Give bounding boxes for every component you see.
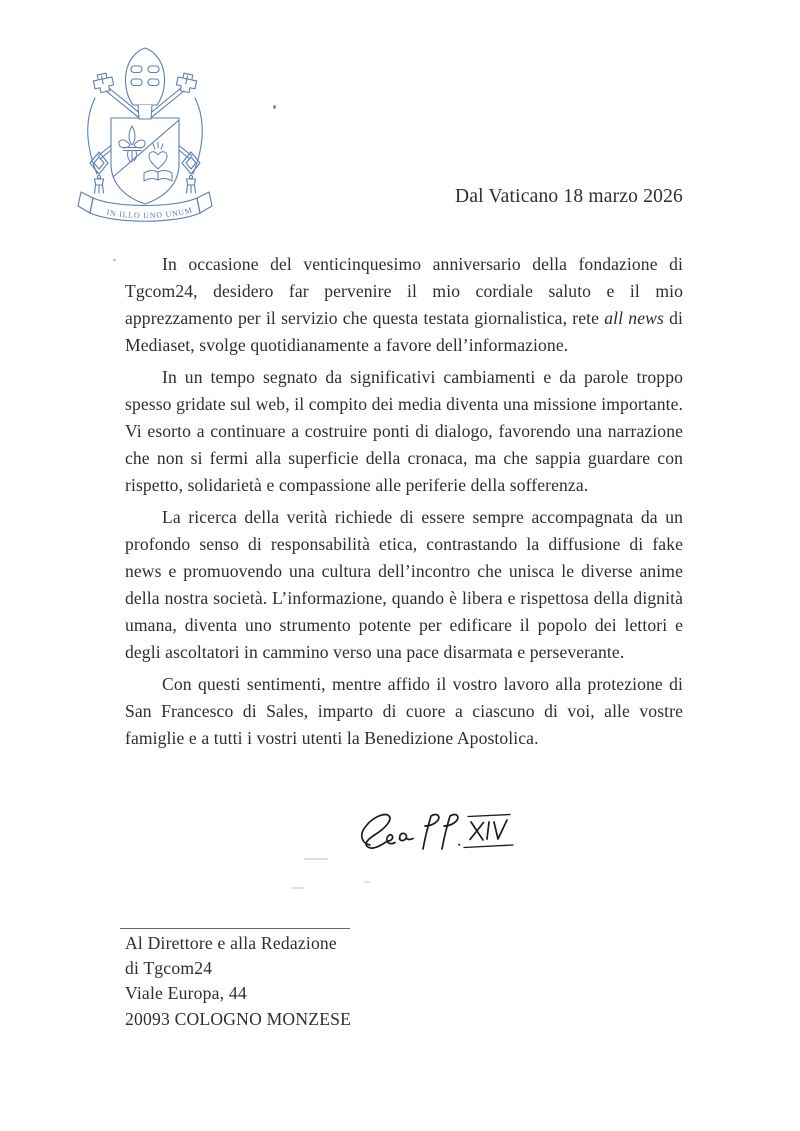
scan-artifact: [291, 887, 305, 889]
recipient-line: Viale Europa, 44: [125, 983, 247, 1004]
recipient-address: [125, 931, 351, 1032]
crest-motto: IN ILLO UNO UNUM: [105, 205, 194, 221]
scan-artifact: [113, 259, 116, 261]
papal-coat-of-arms-icon: [75, 46, 215, 224]
recipient-line: 20093 COLOGNO MONZESE: [125, 1008, 352, 1029]
recipient-line: di Tgcom24: [125, 958, 213, 979]
letter-paragraph: [125, 504, 683, 665]
paragraph-text-segment: di Mediaset, svolge quotidianamente a favore dell’informazione.: [125, 307, 683, 355]
recipient-line: Al Direttore e alla Redazione: [125, 933, 337, 953]
signature-handwriting: [356, 804, 524, 858]
letter-paragraph: [125, 671, 683, 752]
scan-artifact: [364, 881, 370, 883]
letter-paragraph: [125, 251, 683, 359]
paragraph-text-segment: In un tempo segnato da significativi cambiamenti e da parole troppo spesso gridate sul web, il compito dei media diventa una missione importante. Vi esorto a continuare a costruire ponti di dialogo, favorendo una narrazione che non si fermi alla superficie della cronaca, ma che sappia guardare con rispetto, solidarietà e compassione alle periferie della sofferenza.: [125, 367, 683, 495]
scan-artifact: [304, 858, 328, 860]
paragraph-text-segment: La ricerca della verità richiede di essere sempre accompagnata da un profondo senso di responsabilità etica, contrastando la diffusione di fake news e promuovendo una cultura dell’incontro che unisca le diverse anime della nostra società. L’informazione, quando è libera e rispettosa della dignità umana, diventa uno strumento potente per edificare il popolo dei lettori e degli ascoltatori in cammino verso una pace disarmata e perseverante.: [125, 507, 683, 662]
letter-paragraph: [125, 364, 683, 499]
paragraph-text-segment: Con questi sentimenti, mentre affido il vostro lavoro alla protezione di San Francesco di Sales, imparto di cuore a ciascuno di voi, alle vostre famiglie e a tutti i vostri utenti la Benedizione Apostolica.: [125, 674, 683, 748]
letter-body: [125, 251, 683, 757]
dateline: Dal Vaticano 18 marzo 2026: [455, 186, 683, 207]
scan-artifact: [273, 105, 276, 109]
paragraph-text-segment: all news: [604, 307, 664, 328]
recipient-divider: [120, 928, 350, 929]
paragraph-text-segment: In occasione del venticinquesimo anniversario della fondazione di Tgcom24, desidero far pervenire il mio cordiale saluto e il mio apprezzamento per il servizio che questa testata giornalistica, rete: [125, 254, 683, 328]
